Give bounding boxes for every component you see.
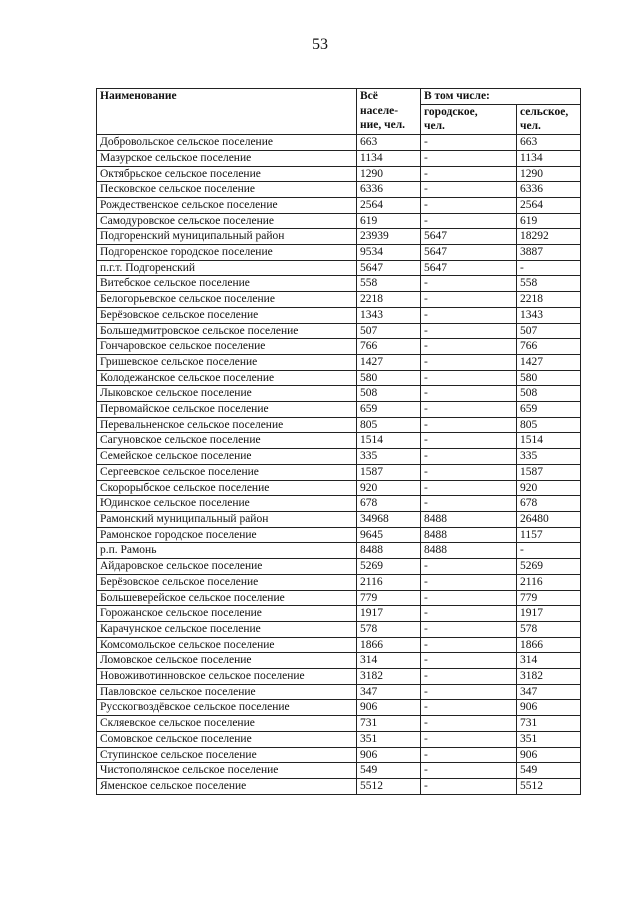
column-header-urban-line1: городское, xyxy=(424,105,478,118)
cell-rural: 1587 xyxy=(517,464,581,480)
cell-name: Айдаровское сельское поселение xyxy=(97,559,357,575)
cell-urban: - xyxy=(421,433,517,449)
column-header-total xyxy=(357,89,421,135)
cell-rural: 3887 xyxy=(517,245,581,261)
cell-urban: - xyxy=(421,197,517,213)
cell-total: 1343 xyxy=(357,307,421,323)
cell-rural: 507 xyxy=(517,323,581,339)
cell-total: 5269 xyxy=(357,559,421,575)
table-row xyxy=(97,464,581,480)
cell-name: Песковское сельское поселение xyxy=(97,182,357,198)
cell-total: 3182 xyxy=(357,669,421,685)
cell-total: 2116 xyxy=(357,574,421,590)
cell-total: 731 xyxy=(357,716,421,732)
cell-total: 2564 xyxy=(357,197,421,213)
cell-total: 619 xyxy=(357,213,421,229)
table-row xyxy=(97,292,581,308)
table-row xyxy=(97,135,581,151)
table-row xyxy=(97,653,581,669)
cell-rural: 2218 xyxy=(517,292,581,308)
table-row xyxy=(97,229,581,245)
cell-rural: 906 xyxy=(517,747,581,763)
cell-urban: - xyxy=(421,370,517,386)
cell-name: Яменское сельское поселение xyxy=(97,778,357,794)
cell-urban: - xyxy=(421,464,517,480)
cell-urban: - xyxy=(421,166,517,182)
table-body xyxy=(97,135,581,795)
cell-total: 507 xyxy=(357,323,421,339)
cell-total: 906 xyxy=(357,747,421,763)
cell-rural: 26480 xyxy=(517,511,581,527)
cell-name: Колодежанское сельское поселение xyxy=(97,370,357,386)
cell-name: Павловское сельское поселение xyxy=(97,684,357,700)
cell-name: п.г.т. Подгоренский xyxy=(97,260,357,276)
cell-rural: 5269 xyxy=(517,559,581,575)
table-row xyxy=(97,150,581,166)
cell-total: 766 xyxy=(357,339,421,355)
cell-name: Скляевское сельское поселение xyxy=(97,716,357,732)
table-row xyxy=(97,511,581,527)
cell-name: Самодуровское сельское поселение xyxy=(97,213,357,229)
cell-total: 1587 xyxy=(357,464,421,480)
cell-name: Рождественское сельское поселение xyxy=(97,197,357,213)
cell-name: Сомовское сельское поселение xyxy=(97,731,357,747)
cell-rural: 1917 xyxy=(517,606,581,622)
population-table xyxy=(96,88,581,795)
table-row xyxy=(97,276,581,292)
cell-name: Мазурское сельское поселение xyxy=(97,150,357,166)
cell-urban: 8488 xyxy=(421,527,517,543)
cell-name: Карачунское сельское поселение xyxy=(97,621,357,637)
cell-urban: - xyxy=(421,323,517,339)
cell-total: 1290 xyxy=(357,166,421,182)
cell-urban: - xyxy=(421,496,517,512)
cell-urban: - xyxy=(421,621,517,637)
table-row xyxy=(97,669,581,685)
cell-rural: 1157 xyxy=(517,527,581,543)
cell-name: Гришевское сельское поселение xyxy=(97,354,357,370)
cell-urban: - xyxy=(421,669,517,685)
cell-urban: - xyxy=(421,590,517,606)
cell-urban: - xyxy=(421,339,517,355)
cell-total: 9534 xyxy=(357,245,421,261)
cell-name: Скорорыбское сельское поселение xyxy=(97,480,357,496)
table-row xyxy=(97,527,581,543)
cell-urban: - xyxy=(421,700,517,716)
cell-total: 580 xyxy=(357,370,421,386)
cell-rural: 1427 xyxy=(517,354,581,370)
table-row xyxy=(97,700,581,716)
cell-name: Ломовское сельское поселение xyxy=(97,653,357,669)
cell-total: 34968 xyxy=(357,511,421,527)
table-row xyxy=(97,763,581,779)
cell-urban: - xyxy=(421,606,517,622)
cell-rural: 335 xyxy=(517,449,581,465)
cell-rural: 6336 xyxy=(517,182,581,198)
cell-rural: 1290 xyxy=(517,166,581,182)
column-header-total-line3: ние, чел. xyxy=(360,119,406,132)
cell-total: 779 xyxy=(357,590,421,606)
cell-urban: - xyxy=(421,684,517,700)
cell-rural: 766 xyxy=(517,339,581,355)
table-row xyxy=(97,590,581,606)
cell-total: 549 xyxy=(357,763,421,779)
column-header-rural-line2: чел. xyxy=(520,120,541,133)
cell-name: Витебское сельское поселение xyxy=(97,276,357,292)
cell-rural: 659 xyxy=(517,402,581,418)
cell-rural: 5512 xyxy=(517,778,581,794)
table-row xyxy=(97,323,581,339)
cell-urban: - xyxy=(421,449,517,465)
cell-total: 678 xyxy=(357,496,421,512)
cell-rural: 351 xyxy=(517,731,581,747)
cell-rural: 2564 xyxy=(517,197,581,213)
cell-name: Добровольское сельское поселение xyxy=(97,135,357,151)
cell-urban: - xyxy=(421,150,517,166)
cell-rural: 1134 xyxy=(517,150,581,166)
table-row xyxy=(97,496,581,512)
cell-name: Ступинское сельское поселение xyxy=(97,747,357,763)
cell-name: Сагуновское сельское поселение xyxy=(97,433,357,449)
column-header-urban xyxy=(421,104,517,134)
cell-total: 1917 xyxy=(357,606,421,622)
cell-total: 578 xyxy=(357,621,421,637)
cell-rural: 619 xyxy=(517,213,581,229)
cell-name: Большедмитровское сельское поселение xyxy=(97,323,357,339)
cell-total: 920 xyxy=(357,480,421,496)
cell-total: 558 xyxy=(357,276,421,292)
table-row xyxy=(97,559,581,575)
table-row xyxy=(97,637,581,653)
table-row xyxy=(97,449,581,465)
cell-total: 659 xyxy=(357,402,421,418)
table-row xyxy=(97,606,581,622)
cell-total: 906 xyxy=(357,700,421,716)
cell-urban: - xyxy=(421,213,517,229)
cell-urban: 8488 xyxy=(421,543,517,559)
cell-urban: - xyxy=(421,276,517,292)
cell-total: 5647 xyxy=(357,260,421,276)
table-row xyxy=(97,386,581,402)
cell-rural: 920 xyxy=(517,480,581,496)
cell-rural: 1343 xyxy=(517,307,581,323)
cell-urban: - xyxy=(421,292,517,308)
cell-name: Первомайское сельское поселение xyxy=(97,402,357,418)
table-row xyxy=(97,543,581,559)
cell-name: Белогорьевское сельское поселение xyxy=(97,292,357,308)
cell-urban: - xyxy=(421,559,517,575)
cell-name: Берёзовское сельское поселение xyxy=(97,307,357,323)
table-row xyxy=(97,402,581,418)
cell-urban: - xyxy=(421,637,517,653)
cell-total: 9645 xyxy=(357,527,421,543)
table-row xyxy=(97,731,581,747)
header-row-1 xyxy=(97,89,581,105)
cell-urban: - xyxy=(421,402,517,418)
cell-total: 2218 xyxy=(357,292,421,308)
cell-name: Большеверейское сельское поселение xyxy=(97,590,357,606)
cell-name: Чистополянское сельское поселение xyxy=(97,763,357,779)
cell-name: Рамонский муниципальный район xyxy=(97,511,357,527)
table-row xyxy=(97,747,581,763)
cell-name: Русскогвоздёвское сельское поселение xyxy=(97,700,357,716)
cell-urban: - xyxy=(421,417,517,433)
cell-rural: 314 xyxy=(517,653,581,669)
cell-rural: 580 xyxy=(517,370,581,386)
cell-total: 1134 xyxy=(357,150,421,166)
cell-name: Октябрьское сельское поселение xyxy=(97,166,357,182)
cell-name: Лыковское сельское поселение xyxy=(97,386,357,402)
cell-total: 805 xyxy=(357,417,421,433)
cell-name: Семейское сельское поселение xyxy=(97,449,357,465)
cell-rural: 906 xyxy=(517,700,581,716)
cell-rural: 558 xyxy=(517,276,581,292)
cell-rural: 731 xyxy=(517,716,581,732)
column-group-header: В том числе: xyxy=(421,89,581,105)
cell-rural: 805 xyxy=(517,417,581,433)
table-row xyxy=(97,684,581,700)
cell-rural: 663 xyxy=(517,135,581,151)
table-row xyxy=(97,307,581,323)
cell-urban: - xyxy=(421,574,517,590)
cell-rural: 18292 xyxy=(517,229,581,245)
table-row xyxy=(97,778,581,794)
column-header-total-line2: населе- xyxy=(360,104,399,117)
cell-rural: 508 xyxy=(517,386,581,402)
cell-name: Сергеевское сельское поселение xyxy=(97,464,357,480)
cell-total: 1866 xyxy=(357,637,421,653)
cell-name: Гончаровское сельское поселение xyxy=(97,339,357,355)
table-row xyxy=(97,433,581,449)
table-row xyxy=(97,354,581,370)
cell-urban: - xyxy=(421,747,517,763)
cell-urban: - xyxy=(421,716,517,732)
cell-urban: - xyxy=(421,182,517,198)
cell-urban: 5647 xyxy=(421,245,517,261)
table-row xyxy=(97,339,581,355)
cell-urban: - xyxy=(421,763,517,779)
table-row xyxy=(97,260,581,276)
cell-urban: - xyxy=(421,653,517,669)
cell-rural: 3182 xyxy=(517,669,581,685)
cell-name: Рамонское городское поселение xyxy=(97,527,357,543)
table-row xyxy=(97,245,581,261)
cell-rural: 347 xyxy=(517,684,581,700)
page-number: 53 xyxy=(312,36,328,53)
cell-total: 8488 xyxy=(357,543,421,559)
cell-total: 23939 xyxy=(357,229,421,245)
column-header-total-line1: Всё xyxy=(360,90,378,102)
column-header-name: Наименование xyxy=(97,89,357,135)
table-row xyxy=(97,621,581,637)
cell-name: Перевальненское сельское поселение xyxy=(97,417,357,433)
cell-rural: 1514 xyxy=(517,433,581,449)
cell-urban: - xyxy=(421,307,517,323)
cell-name: Берёзовское сельское поселение xyxy=(97,574,357,590)
cell-rural: 779 xyxy=(517,590,581,606)
cell-total: 335 xyxy=(357,449,421,465)
cell-urban: 8488 xyxy=(421,511,517,527)
cell-name: р.п. Рамонь xyxy=(97,543,357,559)
table-row xyxy=(97,370,581,386)
table-row xyxy=(97,716,581,732)
column-header-rural xyxy=(517,104,581,134)
cell-total: 508 xyxy=(357,386,421,402)
cell-total: 347 xyxy=(357,684,421,700)
cell-rural: 549 xyxy=(517,763,581,779)
table-row xyxy=(97,182,581,198)
table-row xyxy=(97,417,581,433)
cell-urban: - xyxy=(421,135,517,151)
cell-total: 663 xyxy=(357,135,421,151)
cell-name: Горожанское сельское поселение xyxy=(97,606,357,622)
cell-name: Подгоренское городское поселение xyxy=(97,245,357,261)
cell-total: 5512 xyxy=(357,778,421,794)
cell-name: Комсомольское сельское поселение xyxy=(97,637,357,653)
cell-rural: 578 xyxy=(517,621,581,637)
cell-urban: - xyxy=(421,731,517,747)
table-row xyxy=(97,197,581,213)
cell-rural: - xyxy=(517,260,581,276)
cell-urban: - xyxy=(421,386,517,402)
cell-name: Юдинское сельское поселение xyxy=(97,496,357,512)
table-row xyxy=(97,480,581,496)
cell-urban: 5647 xyxy=(421,260,517,276)
column-header-rural-line1: сельское, xyxy=(520,105,569,118)
cell-rural: 678 xyxy=(517,496,581,512)
column-header-urban-line2: чел. xyxy=(424,120,445,133)
cell-rural: 2116 xyxy=(517,574,581,590)
cell-urban: 5647 xyxy=(421,229,517,245)
cell-name: Подгоренский муниципальный район xyxy=(97,229,357,245)
cell-rural: - xyxy=(517,543,581,559)
cell-total: 1427 xyxy=(357,354,421,370)
table-header xyxy=(97,89,581,135)
cell-urban: - xyxy=(421,480,517,496)
cell-urban: - xyxy=(421,778,517,794)
cell-rural: 1866 xyxy=(517,637,581,653)
cell-total: 6336 xyxy=(357,182,421,198)
cell-total: 1514 xyxy=(357,433,421,449)
cell-name: Новоживотинновское сельское поселение xyxy=(97,669,357,685)
table-row xyxy=(97,166,581,182)
cell-total: 314 xyxy=(357,653,421,669)
cell-urban: - xyxy=(421,354,517,370)
table-row xyxy=(97,213,581,229)
table-row xyxy=(97,574,581,590)
cell-total: 351 xyxy=(357,731,421,747)
